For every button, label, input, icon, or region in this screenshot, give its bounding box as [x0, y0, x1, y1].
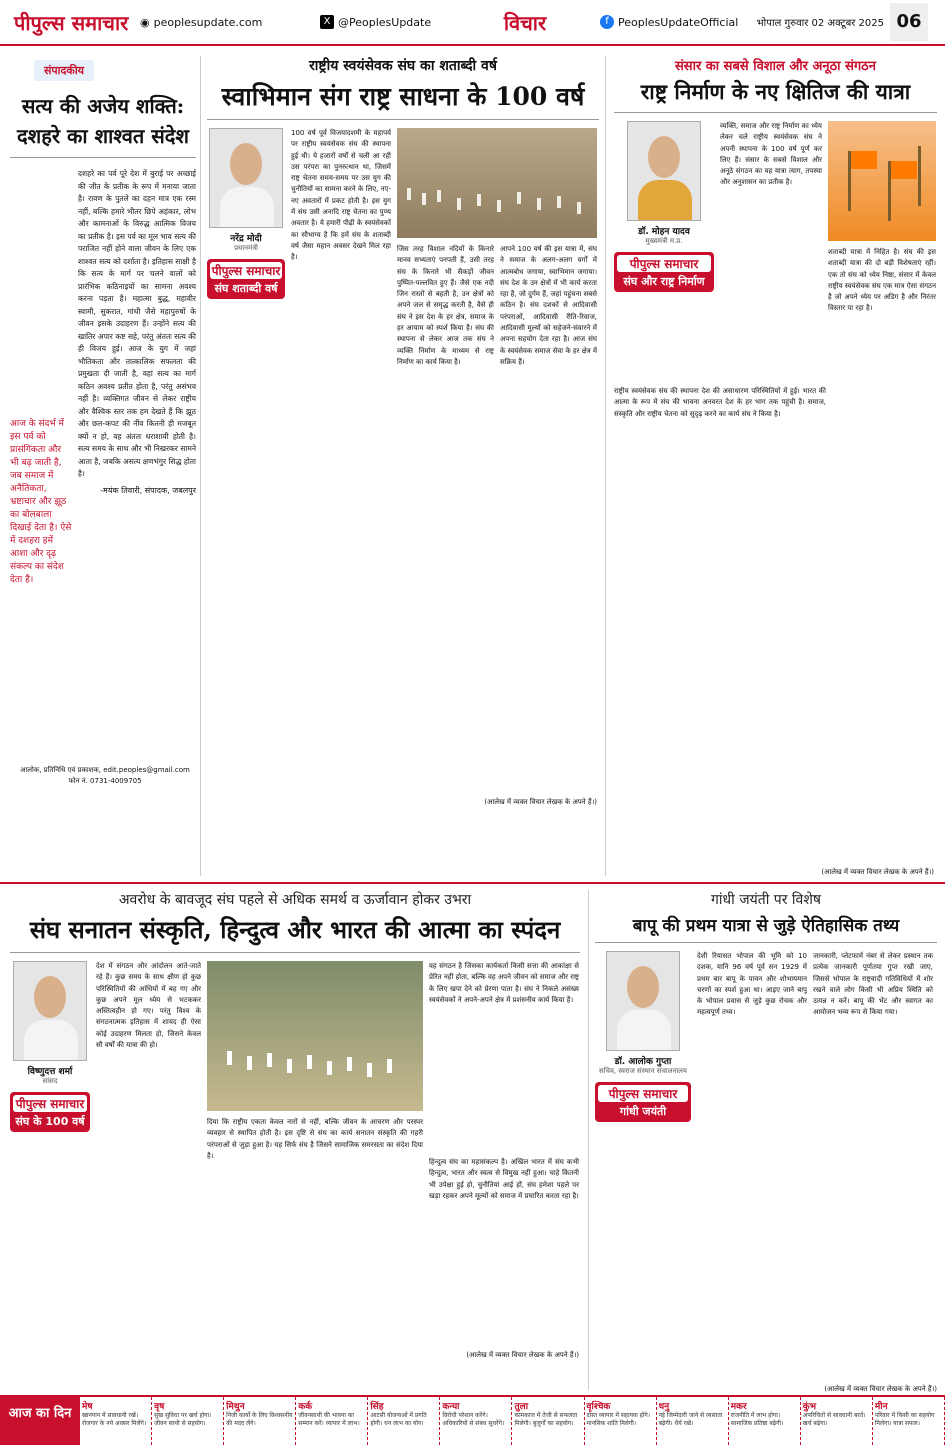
editorial-tag: संपादकीय — [34, 60, 94, 81]
editorial-column — [10, 56, 196, 876]
sign-text: विरोधी परेशान करेंगे। अधिकारियों से संबंध सुधरेंगे। — [442, 1412, 505, 1427]
right-headline: राष्ट्र निर्माण के नए क्षितिज की यात्रा — [614, 78, 937, 113]
horoscope-sign — [224, 1397, 296, 1445]
author-role: प्रधानमंत्री — [234, 244, 258, 252]
badge-text: गांधी जयंती — [619, 1105, 667, 1118]
sign-name: वृश्चिक — [586, 1402, 611, 1412]
horoscope-sign — [512, 1397, 584, 1445]
right-kicker: संसार का सबसे विशाल और अनूठा संगठन — [675, 59, 876, 74]
right-col-1: व्यक्ति, समाज और राष्ट्र निर्माण का ध्येय लेकर चले राष्ट्रीय स्वयंसेवक संघ ने अपनी स्थापना के 100 वर्ष पूर्ण कर लिए हैं। संसार के सबसे विशाल और अनूठे संगठन का यह यात्रा त्याग, तपस्या और अनुशासन का प्रतीक है। — [720, 122, 822, 187]
bottom-left-article — [10, 890, 580, 1390]
sign-name: कर्क — [298, 1402, 313, 1412]
publisher-info: आलोक, प्रतिनिधि एवं प्रकाशक, edit.peoples@gmail.com फोन नं. 0731-4009705 — [20, 766, 190, 785]
sign-name: कुंभ — [802, 1402, 817, 1412]
sign-text: निजी कार्यों के लिए विश्वसनीय की मदद लेंगे। — [226, 1412, 293, 1427]
facebook-handle[interactable] — [600, 15, 750, 29]
author-name: डॉ. आलोक गुप्ता — [614, 1057, 672, 1067]
sign-name: वृष — [154, 1402, 165, 1412]
br-headline: बापू की प्रथम यात्रा से जुड़े ऐतिहासिक तथ्य — [595, 913, 937, 943]
horoscope-strip — [0, 1395, 945, 1445]
right-footer-note: (आलेख में व्यक्त विचार लेखक के अपने हैं।) — [821, 868, 934, 876]
bottom-right-article — [588, 890, 937, 1393]
bl-col-4: हिन्दुत्व संघ का महासंकल्प है। अखिल भारत में संघ कभी हिन्दुत्व, भारत और स्वत्व से विमुख नहीं हुआ। चाहे कितनी भी उपेक्षा हुई हो, चुनौतियां आई हों, संघ हमेशा पहले पर खड़ा रहकर अपने मूल्यों को समाज में प्रचारित करता रहा है। — [429, 1158, 579, 1200]
editorial-body — [10, 168, 196, 587]
sign-name: तुला — [514, 1402, 529, 1412]
bl-col-1: देश में संगठन और आंदोलन आते-जाते रहे हैं। कुछ समय के साथ क्षीण हो कुछ परिस्थितियों की आंधियों में बह गए और कुछ अपने मूल ध्येय से भटककर अस्तित्वहीन हो गए। परंतु विश्व के संगठनात्मक इतिहास में शायद ही ऐसा कोई उदाहरण मिलता हो, जिसने केवल सौ वर्षों की यात्रा की हो। — [96, 962, 201, 1050]
bl-mid-block — [207, 961, 423, 1361]
sign-name: सिंह — [370, 1402, 384, 1412]
sign-text: आटसी योजनाओं में प्रगति होगी। धन लाभ का योग। — [370, 1412, 427, 1427]
author-name: विष्णुदत्त शर्मा — [27, 1067, 73, 1077]
brand-logo: पीपुल्स समाचार — [14, 10, 129, 35]
right-article — [610, 56, 937, 876]
bl-body — [10, 961, 580, 1361]
br-footer-note: (आलेख में व्यक्त विचार लेखक के अपने हैं।) — [824, 1385, 937, 1393]
main-kicker: राष्ट्रीय स्वयंसेवक संघ का शताब्दी वर्ष — [309, 58, 497, 74]
sign-name: धनु — [658, 1402, 670, 1412]
series-badge — [614, 252, 714, 292]
horoscope-sign — [585, 1397, 657, 1445]
author-name: नरेंद्र मोदी — [230, 234, 262, 244]
march-photo — [207, 961, 423, 1111]
br-col-1: देशी रियासत भोपाल की भूमि को 10 दशक, यानि 96 वर्ष पूर्व सन 1929 में प्रथम बार बापू के पावन और शोभायमान चरणों का स्पर्श हुआ था। आइए जाने बापू के भोपाल प्रवास से जुड़े कुछ रोचक और महत्वपूर्ण तथ्य। — [697, 952, 807, 1017]
sign-text: अपरिचितों से सावधानी बरतें। खर्च बढ़ेगा। — [802, 1412, 866, 1427]
series-badge — [207, 259, 285, 299]
horoscope-sign — [801, 1397, 873, 1445]
author-portrait — [13, 961, 87, 1061]
author-name: डॉ. मोहन यादव — [638, 227, 690, 237]
bl-footer-note: (आलेख में व्यक्त विचार लेखक के अपने हैं।) — [466, 1351, 579, 1359]
main-footer-note: (आलेख में व्यक्त विचार लेखक के अपने हैं।) — [484, 798, 597, 806]
sign-name: कन्या — [442, 1402, 460, 1412]
sign-name: मीन — [874, 1402, 888, 1412]
sign-text: खानपान में सावधानी रखें। रोजगार के नये अवसर मिलेंगे। — [82, 1412, 147, 1427]
sign-name: मकर — [730, 1402, 747, 1412]
horoscope-signs — [80, 1397, 945, 1445]
bl-col-2: दिया कि राष्ट्रीय एकता केवल नारों से नहीं, बल्कि जीवन के आचरण और परस्पर व्यवहार से स्थापित होती है। इस दृष्टि से संघ का कार्य सनातन संस्कृति की गहरी परंपराओं से जुड़ा हुआ है। यह सिर्फ संघ है जिसने सामाजिक समरसता का संदेश दिया है। — [207, 1118, 423, 1160]
br-body — [595, 951, 937, 1381]
bl-author-block — [10, 961, 90, 1361]
main-col-3: आपने 100 वर्ष की इस यात्रा में, संघ ने समाज के अलग-अलग वर्गों में आत्मबोध जगाया, स्वाभिमान जगाया। संघ देश के उन क्षेत्रों में भी कार्य करता रहा है, जो दुर्गम हैं, जहां पहुंचना सबसे कठिन है। संघ दशकों से आदिवासी परंपराओं, आदिवासी रीति-रिवाज, आदिवासी मूल्यों को सहेजने-संवारने में अपना सहयोग देता रहा है। आज संघ के स्वयंसेवक समाज सेवा के हर क्षेत्र में सक्रिय हैं। — [500, 245, 597, 366]
main-right-block — [397, 128, 597, 807]
horoscope-title: आज का दिन — [0, 1397, 80, 1445]
badge-text: संघ शताब्दी वर्ष — [214, 282, 278, 295]
sign-text: कामकाज में तेजी से सफलता मिलेगी। बुजुर्गों का सहयोग। — [514, 1412, 578, 1427]
sign-name: मिथुन — [226, 1402, 245, 1412]
main-headline: स्वाभिमान संग राष्ट्र साधना के 100 वर्ष — [207, 79, 599, 120]
website-text: peoplesupdate.com — [153, 15, 263, 29]
badge-logo: पीपुल्स समाचार — [211, 264, 281, 278]
section-divider — [0, 882, 945, 884]
sign-text: राजनीति में लाभ होगा। सामाजिक प्रतिष्ठा बढ़ेगी। — [730, 1412, 784, 1427]
main-article — [200, 56, 606, 876]
bl-right-block — [429, 961, 579, 1361]
right-col-stack — [828, 121, 936, 797]
facebook-text: PeoplesUpdateOfficial — [618, 15, 739, 29]
rally-photo — [397, 128, 597, 238]
series-badge — [10, 1092, 90, 1132]
bl-headline: संघ सनातन संस्कृति, हिन्दुत्व और भारत की आत्मा का स्पंदन — [10, 913, 580, 953]
facebook-icon: f — [600, 15, 614, 29]
main-body — [207, 128, 599, 807]
horoscope-sign — [657, 1397, 729, 1445]
badge-logo: पीपुल्स समाचार — [598, 1085, 688, 1102]
horoscope-sign — [368, 1397, 440, 1445]
sign-text: जीवनसाथी की भावना का सम्मान करें। व्यापार में लाभ। — [298, 1412, 360, 1427]
page-number: 06 — [890, 3, 928, 41]
br-author-block — [595, 951, 691, 1381]
series-badge — [595, 1082, 691, 1122]
author-portrait — [627, 121, 701, 221]
badge-text: संघ के 100 वर्ष — [15, 1115, 85, 1128]
right-col-2: राष्ट्रीय स्वयंसेवक संघ की स्थापना देश की असाधारण परिस्थितियों में हुई। भारत की आत्मा के रूप में संघ की भावना अनवरत देश के हर भाग तक पहुंची है। समाज, संस्कृति और राष्ट्रीय चेतना को सुदृढ़ करने का कार्य संघ ने किया है। — [614, 387, 826, 418]
masthead — [0, 0, 945, 46]
horoscope-sign — [440, 1397, 512, 1445]
twitter-handle[interactable] — [320, 15, 450, 29]
br-col-2: जानकारी, प्लेटफार्म नंबर से लेकर प्रस्थान तक प्रत्येक जानकारी पूर्णतया गुप्त रखी जाए, जिससे भोपाल के राष्ट्रवादी गतिविधियों में शोर रखने वाले लोग किसी भी अप्रिय स्थिति को उत्पन्न न करें। बापू की भेंट और स्वागत का आयोजन भव्य रूप से किया गया। — [813, 952, 933, 1017]
section-name: विचार — [503, 10, 547, 35]
badge-logo: पीपुल्स समाचार — [13, 1095, 87, 1112]
editorial-pull-quote: आज के संदर्भ में इस पर्व को प्रासंगिकता और भी बढ़ जाती है, जब समाज में अनैतिकता, भ्रष्टाचार और झूठ का बोलबाला दिखाई देता है। ऐसे में दशहरा हमें आशा और दृढ़ संकल्प का संदेश देता है। — [10, 419, 72, 585]
date-line: भोपाल गुरुवार 02 अक्टूबर 2025 — [756, 18, 884, 29]
author-portrait — [606, 951, 680, 1051]
editorial-title: सत्य की अजेय शक्ति: दशहरे का शाश्वत संदेश — [10, 91, 196, 158]
right-col-3: शताब्दी यात्रा में निहित है। संघ की इस शताब्दी यात्रा की दो बड़ी विशेषताएं रहीं। एक तो संघ को ध्येय निष्ठा, संसार में केवल राष्ट्रीय स्वयंसेवक संघ एक मात्र ऐसा संगठन है जो अपने ध्येय पर अडिग है और निरंतर विस्तार पा रहा है। — [828, 248, 936, 313]
sign-name: मेष — [82, 1402, 93, 1412]
sign-text: सुख सुविधा पर खर्च होगा। जीवन साथी से सहयोग। — [154, 1412, 212, 1427]
horoscope-sign — [729, 1397, 801, 1445]
sign-text: दोस्त व्यापार में सहायक होंगे। मानसिक शांति मिलेगी। — [586, 1412, 651, 1427]
author-role: मुख्यमंत्री म.प्र. — [645, 237, 683, 245]
main-col-2: जिस तरह विशाल नदियों के किनारे मानव सभ्यताएं पनपती हैं, उसी तरह संघ के किनारे भी सैकड़ों जीवन पुष्पित-पल्लवित हुए हैं। जैसे एक नदी जिन रास्तों से बहती है, उन क्षेत्रों को अपने जल से समृद्ध करती है, वैसे ही संघ ने इस देश के हर क्षेत्र, समाज के हर आयाम को स्पर्श किया है। संघ की स्थापना से लेकर आज तक संघ ने व्यक्ति निर्माण के माध्यम से राष्ट्र निर्माण का कार्य किया है। — [397, 245, 494, 366]
horoscope-sign — [80, 1397, 152, 1445]
editorial-author: -मयंक तिवारी, संपादक, जबलपुर — [100, 485, 196, 495]
main-author-block — [207, 128, 285, 807]
br-kicker: गांधी जयंती पर विशेष — [711, 892, 821, 908]
sign-text: परिवार में किसी का सहयोग मिलेगा। यात्रा सफल। — [874, 1412, 935, 1427]
twitter-text: @PeoplesUpdate — [338, 15, 432, 29]
author-role: सचिव, स्वराज संस्थान संचालनालय — [599, 1067, 687, 1075]
editorial-text: दशहरे का पर्व पूरे देश में बुराई पर अच्छाई की जीत के प्रतीक के रूप में मनाया जाता है। रावण के पुतले का दहन मात्र एक रस्म नहीं, बल्कि हमारे भीतर छिपे अहंकार, लोभ और कामनाओं के विरुद्ध आत्मिक विजय का प्रतीक है। इस पर्व का मूल भाव सत्य की पराजित नहीं होने वाला जीवन के लिए एक शाश्वत सत्य को दर्शाता है। इतिहास साक्षी है कि सत्य के मार्ग पर चलने वालों को प्रारंभिक कठिनाइयों का सामना अवश्य करना पड़ता है। महात्मा बुद्ध, महावीर स्वामी, सुकरात, गांधी जैसे महापुरुषों के जीवन इसके उदाहरण हैं। उन्होंने सत्य की खातिर अपार कष्ट सहे, परंतु अंततः सत्य की ही विजय हुई। आज के युग में जहां भौतिकता और तात्कालिक सफलता की प्रमुखता दी जाती है, वहां सत्य का मार्ग कठिन अवश्य प्रतीत होता है, परंतु असंभव नहीं है। व्यक्तिगत जीवन से लेकर राष्ट्रीय और वैश्विक स्तर तक हम देखते हैं कि झूठ और छल-कपट की नींव कितनी ही मजबूत क्यों न हो, वह अंततः धराशायी होती है। सत्य समय के साथ और भी निखरकर सामने आता है, जबकि असत्य क्षणभंगुर सिद्ध होता है। — [78, 169, 196, 478]
sign-text: नई जिम्मेदारी जाने से व्यस्तता बढ़ेगी। धैर्य रखें। — [658, 1412, 723, 1427]
globe-icon: ◉ — [140, 15, 150, 29]
bl-kicker: अवरोध के बावजूद संघ पहले से अधिक समर्थ व ऊर्जावान होकर उभरा — [118, 892, 472, 908]
author-role: सांसद — [42, 1077, 58, 1085]
bl-col-3: वह संगठन है जिसका कार्यकर्ता किसी सत्ता की आकांक्षा से प्रेरित नहीं होता, बल्कि वह अपने जीवन को समाज और राष्ट्र के लिए खपा देने को प्रेरणा पाता है। संघ ने निकले असंख्य स्वयंसेवकों ने अपने-अपने क्षेत्र में प्रशंसनीय कार्य किया है। — [429, 962, 579, 1004]
horoscope-sign — [152, 1397, 224, 1445]
flags-photo — [828, 121, 936, 241]
x-icon: X — [320, 15, 334, 29]
badge-logo: पीपुल्स समाचार — [617, 255, 711, 272]
horoscope-sign — [296, 1397, 368, 1445]
horoscope-sign — [873, 1397, 945, 1445]
badge-text: संघ और राष्ट्र निर्माण — [623, 275, 705, 288]
website-link[interactable] — [140, 16, 290, 29]
main-col-1: 100 वर्ष पूर्व विजयादशमी के महापर्व पर राष्ट्रीय स्वयंसेवक संघ की स्थापना हुई थी। ये हजारों वर्षों से चली आ रही उस परंपरा का पुनरुत्थान था, जिसमें राष्ट्र चेतना समय-समय पर उस युग की चुनौतियों का सामना करने के लिए, नए-नए अवतारों में प्रकट होती है। इस युग में संघ उसी अनादि राष्ट्र चेतना का पुण्य अवतार है। ये हमारी पीढ़ी के स्वयंसेवकों का सौभाग्य है कि हमें संघ के शताब्दी वर्ष जैसा महान अवसर देखने मिल रहा है। — [291, 129, 391, 262]
author-portrait — [209, 128, 283, 228]
